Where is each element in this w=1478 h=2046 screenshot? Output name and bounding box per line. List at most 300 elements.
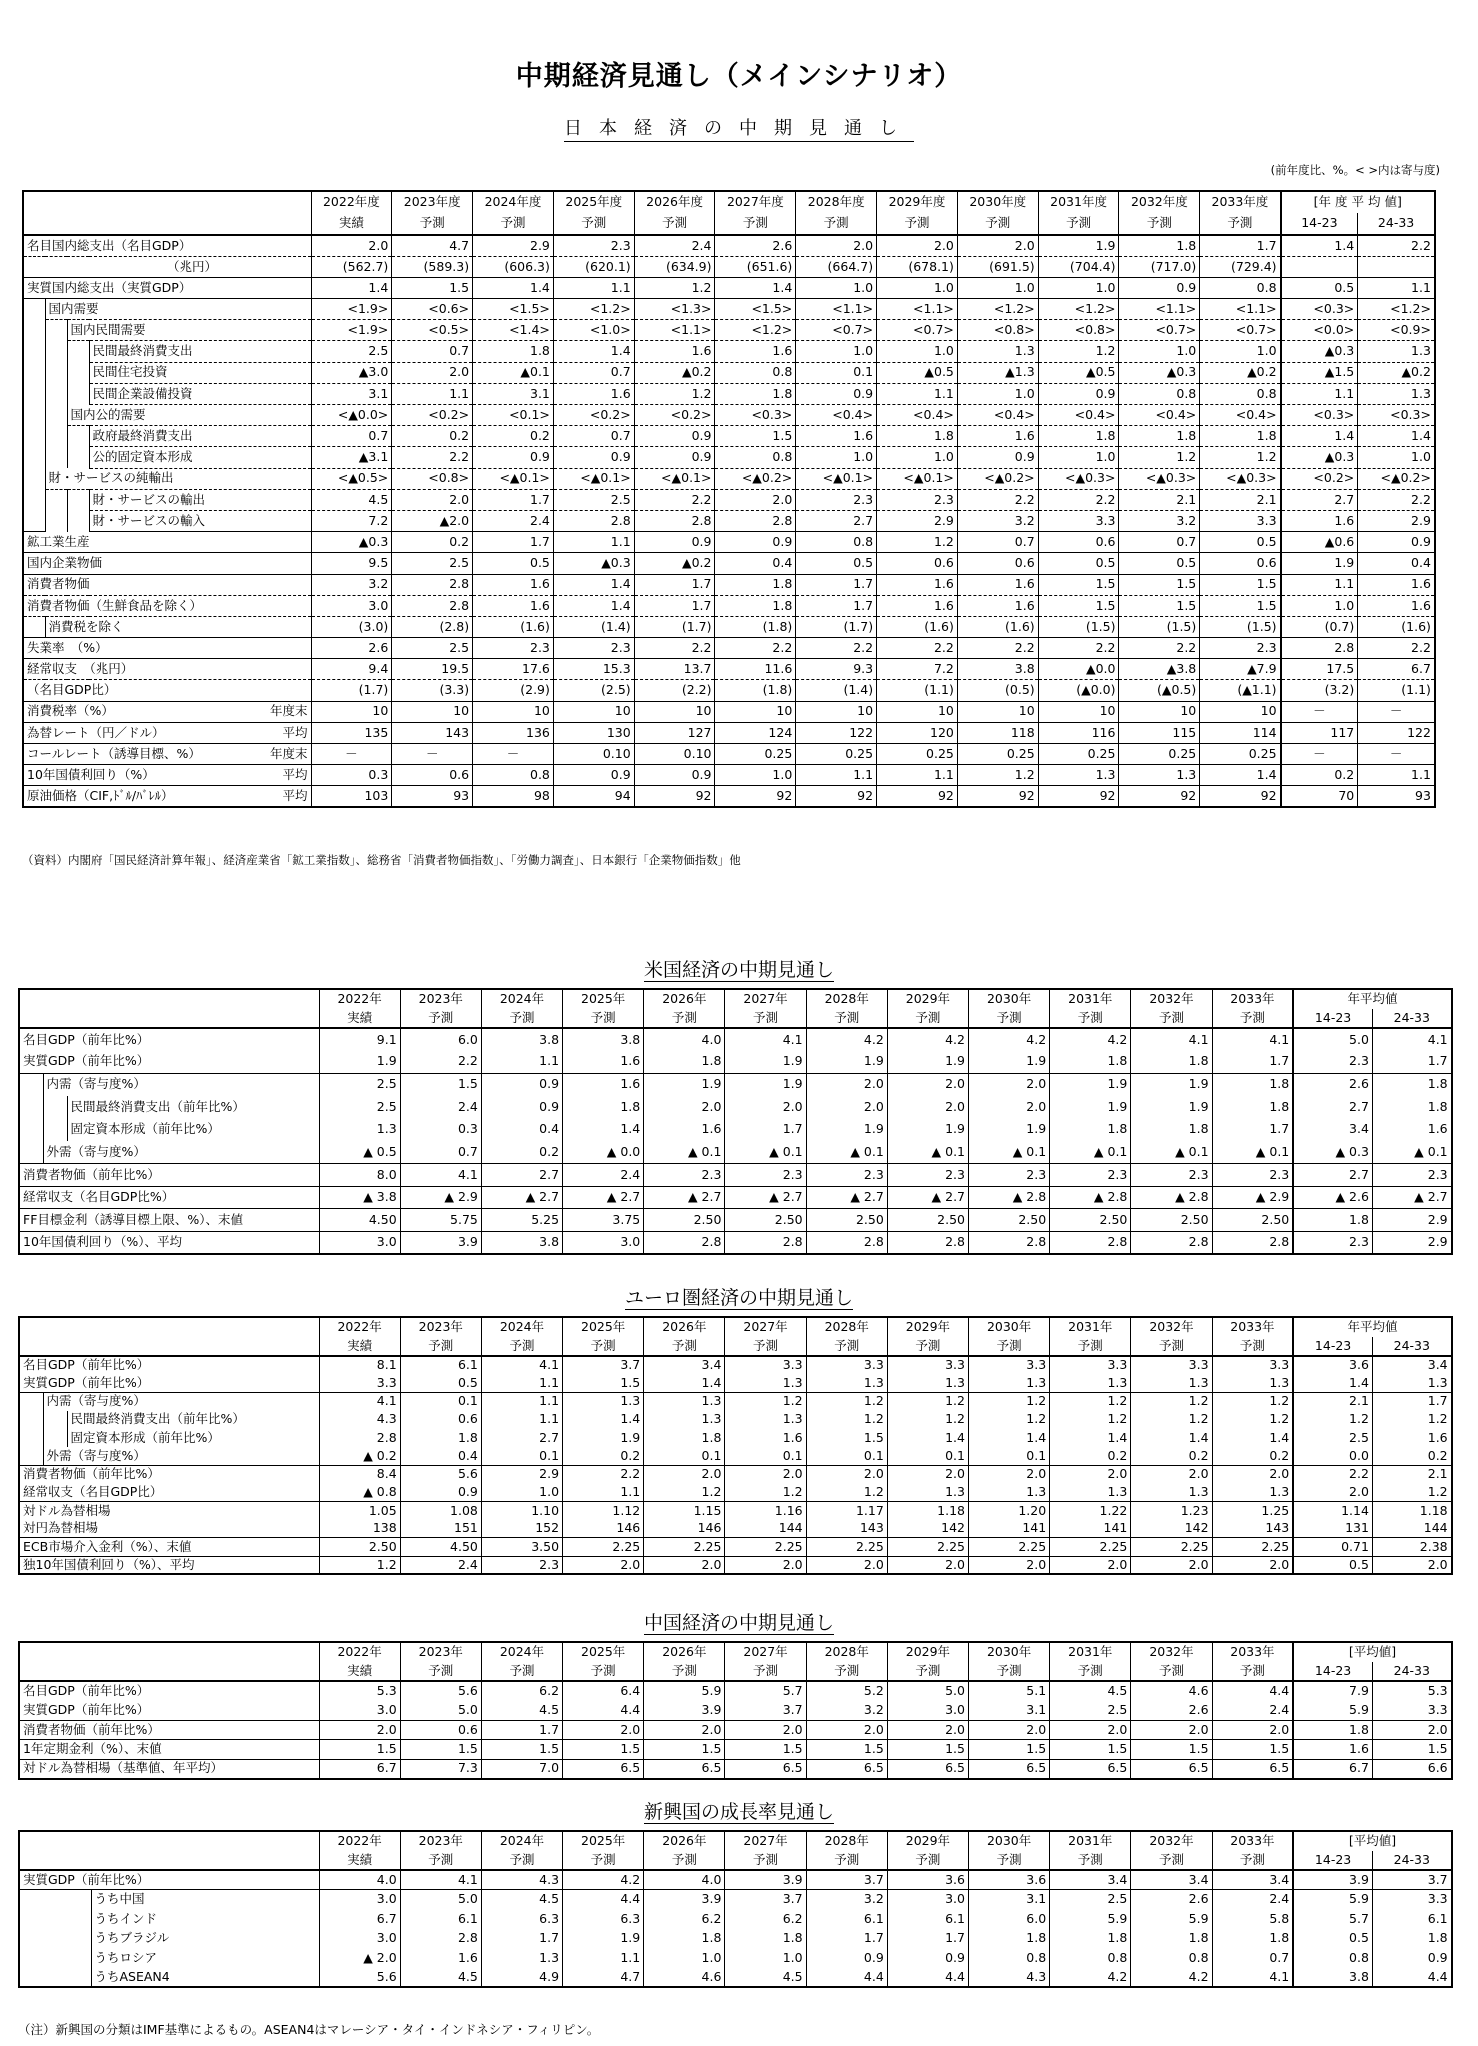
emerging-year-header: 2029年	[887, 1831, 968, 1851]
emerging-row-label-cell: うちロシア	[91, 1948, 319, 1968]
japan-row-label-cell	[67, 510, 89, 531]
euro-value-cell: 2.0	[644, 1465, 725, 1483]
china-value-cell: 1.5	[1372, 1740, 1451, 1760]
china-value-cell: 6.7	[319, 1759, 400, 1779]
euro-kind-header: 予測	[400, 1337, 481, 1357]
japan-value-cell: 2.2	[1038, 489, 1119, 510]
japan-value-cell: <▲0.3>	[1119, 468, 1200, 489]
row-label: 名目国内総支出（名目GDP）	[27, 237, 192, 253]
japan-value-cell: <1.9>	[311, 299, 392, 320]
japan-value-cell: 0.25	[796, 744, 877, 765]
euro-value-cell: 1.3	[563, 1392, 644, 1410]
row-label: 消費税率（%）	[27, 703, 114, 719]
china-value-cell: 1.5	[400, 1740, 481, 1760]
japan-value-cell: 0.5	[1119, 553, 1200, 574]
china-year-header: 2025年	[563, 1642, 644, 1662]
japan-row-label-cell	[89, 341, 311, 362]
china-table-row	[19, 1720, 1452, 1740]
euro-value-cell: 1.2	[1212, 1392, 1293, 1410]
emerging-value-cell: 3.0	[319, 1929, 400, 1949]
us-value-cell: 2.8	[806, 1231, 887, 1254]
us-value-cell: 2.9	[1372, 1231, 1451, 1254]
china-value-cell: 1.5	[1050, 1740, 1131, 1760]
euro-value-cell: 2.50	[319, 1538, 400, 1556]
japan-value-cell: 0.7	[957, 532, 1038, 553]
emerging-value-cell: 5.9	[1293, 1890, 1372, 1910]
euro-value-cell: 2.0	[1131, 1465, 1212, 1483]
japan-table-row	[23, 277, 1435, 298]
japan-value-cell: 0.5	[1281, 277, 1358, 298]
japan-kind-header: 予測	[796, 213, 877, 235]
emerging-value-cell: 4.1	[1212, 1968, 1293, 1988]
us-value-cell: ▲ 2.7	[1372, 1186, 1451, 1209]
euro-value-cell: 1.4	[969, 1429, 1050, 1447]
japan-value-cell: 2.3	[1200, 638, 1281, 659]
japan-section-title-text: 日本経済の中期見通し	[564, 118, 914, 142]
euro-value-cell: 0.1	[806, 1447, 887, 1465]
japan-row-label-cell	[23, 744, 311, 765]
euro-value-cell: 3.3	[1050, 1356, 1131, 1374]
japan-value-cell: 17.6	[473, 659, 554, 680]
japan-value-cell: 2.0	[957, 235, 1038, 256]
china-value-cell: 6.5	[969, 1759, 1050, 1779]
us-value-cell: 1.7	[1212, 1118, 1293, 1141]
euro-value-cell: 2.25	[725, 1538, 806, 1556]
euro-table-row	[19, 1356, 1452, 1374]
us-header-label	[19, 989, 319, 1028]
japan-row-label-cell	[45, 616, 311, 637]
emerging-table-row	[19, 1909, 1452, 1929]
us-value-cell: 0.2	[481, 1141, 562, 1164]
us-value-cell: ▲ 2.7	[644, 1186, 725, 1209]
euro-value-cell: 2.3	[481, 1556, 562, 1574]
euro-value-cell: 1.2	[969, 1392, 1050, 1410]
euro-value-cell: 8.4	[319, 1465, 400, 1483]
japan-value-cell: 1.2	[1119, 447, 1200, 468]
euro-value-cell: 1.10	[481, 1502, 562, 1520]
us-kind-header: 予測	[1050, 1009, 1131, 1029]
emerging-value-cell: 4.4	[887, 1968, 968, 1988]
us-value-cell: 3.0	[563, 1231, 644, 1254]
japan-value-cell: 2.6	[311, 638, 392, 659]
japan-value-cell: <1.1>	[1119, 299, 1200, 320]
japan-value-cell: 10	[392, 701, 473, 722]
euro-value-cell: 1.1	[481, 1392, 562, 1410]
japan-value-cell: 0.10	[634, 744, 715, 765]
japan-value-cell: 0.3	[311, 765, 392, 786]
japan-value-cell: <0.8>	[957, 320, 1038, 341]
japan-value-cell: 117	[1281, 722, 1358, 743]
emerging-value-cell: 1.7	[806, 1929, 887, 1949]
japan-value-cell: (1.5)	[1038, 616, 1119, 637]
euro-row-label-cell: 固定資本形成（前年比%）	[67, 1429, 319, 1447]
us-value-cell: 1.8	[563, 1096, 644, 1119]
euro-value-cell: 1.2	[1372, 1483, 1451, 1501]
japan-value-cell: 2.8	[553, 510, 634, 531]
euro-value-cell: ▲ 0.8	[319, 1483, 400, 1501]
emerging-avg-col-header: 24-33	[1372, 1851, 1451, 1871]
us-value-cell: ▲ 0.1	[1372, 1141, 1451, 1164]
euro-table-row	[19, 1429, 1452, 1447]
euro-value-cell: 2.0	[725, 1556, 806, 1574]
japan-value-cell: 1.2	[1200, 447, 1281, 468]
japan-value-cell: 0.1	[796, 362, 877, 383]
japan-value-cell: 2.0	[715, 489, 796, 510]
china-value-cell: 2.4	[1212, 1701, 1293, 1721]
us-value-cell: 1.7	[1372, 1051, 1451, 1074]
japan-value-cell: 0.2	[1281, 765, 1358, 786]
japan-value-cell: 1.6	[957, 595, 1038, 616]
euro-table-row	[19, 1465, 1452, 1483]
japan-value-cell: 2.9	[1358, 510, 1435, 531]
japan-table-row	[23, 659, 1435, 680]
euro-year-header: 2029年	[887, 1317, 968, 1337]
china-value-cell: 2.0	[1131, 1720, 1212, 1740]
china-value-cell: 5.3	[1372, 1681, 1451, 1701]
japan-value-cell: (0.5)	[957, 680, 1038, 701]
euro-value-cell: 1.2	[1293, 1411, 1372, 1429]
japan-value-cell: 2.2	[1119, 638, 1200, 659]
us-value-cell: 1.7	[725, 1118, 806, 1141]
japan-value-cell: 15.3	[553, 659, 634, 680]
japan-value-cell: (3.0)	[311, 616, 392, 637]
japan-row-label-cell	[23, 426, 45, 447]
japan-value-cell: <0.1>	[473, 405, 554, 426]
japan-value-cell: 2.2	[1358, 235, 1435, 256]
euro-value-cell: 2.9	[481, 1465, 562, 1483]
us-table-row	[19, 1073, 1452, 1096]
us-table-row	[19, 1118, 1452, 1141]
emerging-value-cell: 3.9	[725, 1870, 806, 1890]
euro-value-cell: 2.7	[481, 1429, 562, 1447]
us-row-label-cell: FF目標金利（誘導目標上限、%）、末値	[19, 1209, 319, 1232]
japan-row-label-cell	[23, 383, 45, 404]
china-kind-header: 予測	[1212, 1662, 1293, 1682]
china-value-cell: 1.5	[319, 1740, 400, 1760]
us-year-header: 2030年	[969, 989, 1050, 1009]
china-kind-header: 予測	[644, 1662, 725, 1682]
euro-header-label	[19, 1317, 319, 1356]
china-row-label-cell: 実質GDP（前年比%）	[19, 1701, 319, 1721]
euro-table-row	[19, 1447, 1452, 1465]
us-value-cell: 1.6	[563, 1073, 644, 1096]
euro-value-cell: 1.3	[887, 1483, 968, 1501]
china-value-cell: 2.0	[319, 1720, 400, 1740]
japan-value-cell: 1.0	[715, 765, 796, 786]
euro-value-cell: 1.2	[1050, 1411, 1131, 1429]
japan-table-row	[23, 299, 1435, 320]
japan-value-cell: 0.9	[634, 532, 715, 553]
china-value-cell: 1.5	[806, 1740, 887, 1760]
japan-value-cell: 1.4	[473, 277, 554, 298]
euro-table-row	[19, 1556, 1452, 1574]
japan-value-cell: 120	[877, 722, 958, 743]
us-value-cell: 4.1	[1212, 1028, 1293, 1051]
japan-value-cell: 1.6	[473, 595, 554, 616]
china-header-label	[19, 1642, 319, 1681]
japan-row-label-cell	[67, 405, 311, 426]
emerging-value-cell: 4.7	[563, 1968, 644, 1988]
japan-value-cell: 2.8	[715, 510, 796, 531]
euro-value-cell: 146	[644, 1520, 725, 1538]
japan-value-cell: 1.1	[877, 383, 958, 404]
emerging-value-cell: 0.8	[1050, 1948, 1131, 1968]
us-value-cell: 0.9	[481, 1073, 562, 1096]
china-value-cell: 5.6	[400, 1681, 481, 1701]
japan-value-cell: 1.6	[634, 341, 715, 362]
euro-value-cell: 3.3	[969, 1356, 1050, 1374]
japan-value-cell: 0.5	[473, 553, 554, 574]
japan-value-cell: (3.2)	[1281, 680, 1358, 701]
japan-value-cell: <▲0.1>	[796, 468, 877, 489]
japan-value-cell: 2.5	[392, 553, 473, 574]
japan-year-header: 2022年度	[311, 191, 392, 213]
japan-avg-col-header: 14-23	[1281, 213, 1358, 235]
china-value-cell: 6.5	[887, 1759, 968, 1779]
japan-value-cell: 92	[877, 786, 958, 807]
euro-section-title	[0, 1283, 1478, 1310]
euro-value-cell: 3.7	[563, 1356, 644, 1374]
emerging-value-cell: 0.8	[1293, 1948, 1372, 1968]
japan-row-label-cell	[67, 447, 89, 468]
japan-value-cell: 1.1	[1358, 277, 1435, 298]
emerging-value-cell: 3.6	[887, 1870, 968, 1890]
japan-table-row	[23, 722, 1435, 743]
japan-value-cell: <0.5>	[392, 320, 473, 341]
china-value-cell: 2.0	[887, 1720, 968, 1740]
japan-value-cell: 0.7	[311, 426, 392, 447]
china-value-cell: 5.3	[319, 1681, 400, 1701]
japan-value-cell: 1.4	[715, 277, 796, 298]
euro-value-cell: 2.25	[563, 1538, 644, 1556]
china-row-label-cell: 名目GDP（前年比%）	[19, 1681, 319, 1701]
japan-value-cell: 1.5	[1038, 574, 1119, 595]
emerging-row-label-cell	[19, 1909, 91, 1929]
us-value-cell: 3.8	[481, 1028, 562, 1051]
emerging-row-label-cell	[19, 1968, 91, 1988]
japan-value-cell: (664.7)	[796, 256, 877, 277]
japan-value-cell: 0.6	[392, 765, 473, 786]
us-row-label-cell	[19, 1118, 43, 1141]
japan-table-row	[23, 510, 1435, 531]
china-value-cell: 6.5	[563, 1759, 644, 1779]
china-section-title	[0, 1608, 1478, 1635]
japan-kind-header: 予測	[1200, 213, 1281, 235]
emerging-value-cell: 0.5	[1293, 1929, 1372, 1949]
japan-value-cell: (1.7)	[311, 680, 392, 701]
japan-value-cell: 0.2	[473, 426, 554, 447]
japan-value-cell: <0.4>	[1038, 405, 1119, 426]
euro-table-row	[19, 1392, 1452, 1410]
euro-value-cell: 131	[1293, 1520, 1372, 1538]
euro-value-cell: 1.14	[1293, 1502, 1372, 1520]
japan-table-row	[23, 680, 1435, 701]
emerging-value-cell: 0.9	[1372, 1948, 1451, 1968]
us-value-cell: 4.2	[806, 1028, 887, 1051]
euro-kind-header: 予測	[887, 1337, 968, 1357]
us-table-row	[19, 1164, 1452, 1187]
euro-value-cell: 0.2	[1050, 1447, 1131, 1465]
china-value-cell: 5.7	[725, 1681, 806, 1701]
us-table-row	[19, 1028, 1452, 1051]
us-value-cell: ▲ 0.5	[319, 1141, 400, 1164]
japan-value-cell: (620.1)	[553, 256, 634, 277]
emerging-kind-header: 予測	[1131, 1851, 1212, 1871]
japan-value-cell: 1.9	[1281, 553, 1358, 574]
japan-value-cell: 1.5	[1119, 574, 1200, 595]
japan-row-label-cell	[67, 341, 89, 362]
japan-table-row	[23, 489, 1435, 510]
china-value-cell: 5.0	[400, 1701, 481, 1721]
us-row-label-cell: 消費者物価（前年比%）	[19, 1164, 319, 1187]
euro-kind-header: 予測	[644, 1337, 725, 1357]
row-label: 国内公的需要	[70, 406, 146, 422]
us-value-cell: 2.50	[969, 1209, 1050, 1232]
euro-value-cell: 1.16	[725, 1502, 806, 1520]
japan-value-cell: 1.2	[957, 765, 1038, 786]
china-kind-header: 予測	[400, 1662, 481, 1682]
us-value-cell: 2.50	[1050, 1209, 1131, 1232]
emerging-value-cell: 0.9	[887, 1948, 968, 1968]
us-year-header: 2027年	[725, 989, 806, 1009]
emerging-kind-header: 予測	[481, 1851, 562, 1871]
japan-value-cell: ▲1.5	[1281, 362, 1358, 383]
japan-value-cell: 92	[634, 786, 715, 807]
japan-value-cell: 0.8	[1119, 383, 1200, 404]
japan-value-cell: －	[1358, 701, 1435, 722]
euro-kind-header: 予測	[806, 1337, 887, 1357]
japan-value-cell: 0.5	[796, 553, 877, 574]
euro-value-cell: 3.4	[644, 1356, 725, 1374]
us-value-cell: 2.3	[1212, 1164, 1293, 1187]
japan-value-cell: <0.3>	[1281, 405, 1358, 426]
japan-value-cell: <0.9>	[1358, 320, 1435, 341]
japan-value-cell: 1.3	[1119, 765, 1200, 786]
euro-value-cell: 2.0	[1131, 1556, 1212, 1574]
japan-value-cell: 93	[1358, 786, 1435, 807]
emerging-value-cell: 3.7	[806, 1870, 887, 1890]
euro-value-cell: 1.3	[887, 1374, 968, 1392]
row-label: 鉱工業生産	[27, 533, 90, 549]
emerging-table-row	[19, 1948, 1452, 1968]
japan-value-cell: 0.2	[392, 426, 473, 447]
emerging-value-cell: 1.6	[400, 1948, 481, 1968]
euro-value-cell: 2.0	[806, 1556, 887, 1574]
emerging-value-cell: 4.2	[1050, 1968, 1131, 1988]
us-value-cell: 1.8	[1212, 1073, 1293, 1096]
euro-value-cell: 6.1	[400, 1356, 481, 1374]
china-value-cell: 1.6	[1293, 1740, 1372, 1760]
euro-value-cell: 142	[1131, 1520, 1212, 1538]
japan-value-cell: 0.9	[634, 426, 715, 447]
japan-value-cell: 0.5	[1038, 553, 1119, 574]
euro-kind-header: 予測	[1212, 1337, 1293, 1357]
japan-value-cell: 0.9	[957, 447, 1038, 468]
japan-value-cell: 0.8	[1200, 277, 1281, 298]
euro-value-cell: 3.3	[725, 1356, 806, 1374]
us-kind-header: 予測	[969, 1009, 1050, 1029]
emerging-value-cell: 4.5	[400, 1968, 481, 1988]
euro-value-cell: 1.23	[1131, 1502, 1212, 1520]
china-value-cell: 1.8	[1293, 1720, 1372, 1740]
japan-value-cell: (1.6)	[473, 616, 554, 637]
emerging-value-cell: 6.2	[725, 1909, 806, 1929]
emerging-value-cell: 1.8	[725, 1929, 806, 1949]
euro-year-header: 2030年	[969, 1317, 1050, 1337]
us-value-cell: 2.5	[319, 1096, 400, 1119]
china-row-label-cell: 消費者物価（前年比%）	[19, 1720, 319, 1740]
japan-value-cell: 9.4	[311, 659, 392, 680]
emerging-table-row	[19, 1929, 1452, 1949]
euro-value-cell: 2.0	[887, 1556, 968, 1574]
euro-year-header: 2022年	[319, 1317, 400, 1337]
china-value-cell: 2.0	[1212, 1720, 1293, 1740]
us-value-cell: 2.3	[1131, 1164, 1212, 1187]
japan-value-cell: 2.2	[957, 489, 1038, 510]
us-value-cell: 2.8	[969, 1231, 1050, 1254]
emerging-avg-header: [平均値]	[1293, 1831, 1451, 1851]
emerging-value-cell: 4.4	[563, 1890, 644, 1910]
us-value-cell: 3.4	[1293, 1118, 1372, 1141]
japan-value-cell: 1.1	[1281, 383, 1358, 404]
euro-value-cell: 3.3	[1131, 1356, 1212, 1374]
japan-avg-col-header: 24-33	[1358, 213, 1435, 235]
us-table-row	[19, 1209, 1452, 1232]
us-value-cell: 2.50	[1131, 1209, 1212, 1232]
us-value-cell: 1.9	[1050, 1073, 1131, 1096]
us-value-cell: 2.5	[319, 1073, 400, 1096]
japan-value-cell: <0.8>	[1038, 320, 1119, 341]
emerging-value-cell: 6.1	[806, 1909, 887, 1929]
japan-value-cell: <▲0.1>	[634, 468, 715, 489]
china-value-cell: 2.0	[969, 1720, 1050, 1740]
euro-value-cell: 1.4	[1212, 1429, 1293, 1447]
japan-row-label-cell	[23, 447, 45, 468]
euro-value-cell: 2.4	[400, 1556, 481, 1574]
euro-value-cell: 2.0	[887, 1465, 968, 1483]
euro-value-cell: 2.25	[1212, 1538, 1293, 1556]
euro-kind-header: 実績	[319, 1337, 400, 1357]
us-section-title	[0, 955, 1478, 982]
emerging-kind-header: 予測	[806, 1851, 887, 1871]
japan-value-cell: (▲1.1)	[1200, 680, 1281, 701]
japan-value-cell: 2.8	[634, 510, 715, 531]
japan-value-cell: 17.5	[1281, 659, 1358, 680]
japan-value-cell: 116	[1038, 722, 1119, 743]
euro-row-label-cell: ECB市場介入金利（%）、末値	[19, 1538, 319, 1556]
euro-value-cell: 1.3	[1050, 1374, 1131, 1392]
row-label-suffix: （兆円）	[167, 258, 218, 274]
euro-value-cell: 1.5	[563, 1374, 644, 1392]
us-value-cell: 1.7	[1212, 1051, 1293, 1074]
us-row-label-cell: 内需（寄与度%）	[43, 1073, 319, 1096]
japan-row-label-cell	[23, 595, 311, 616]
emerging-value-cell: 6.0	[969, 1909, 1050, 1929]
japan-value-cell: <1.4>	[473, 320, 554, 341]
japan-forecast-table	[22, 190, 1436, 808]
emerging-value-cell: 6.7	[319, 1909, 400, 1929]
japan-row-label-cell	[45, 468, 311, 489]
japan-value-cell: <1.1>	[877, 299, 958, 320]
us-value-cell: 1.5	[400, 1073, 481, 1096]
japan-value-cell: 19.5	[392, 659, 473, 680]
japan-row-label-cell	[23, 638, 311, 659]
japan-table-row	[23, 786, 1435, 807]
euro-value-cell: 2.25	[1050, 1538, 1131, 1556]
japan-kind-header: 予測	[634, 213, 715, 235]
us-value-cell: 1.8	[1050, 1118, 1131, 1141]
japan-value-cell: 127	[634, 722, 715, 743]
